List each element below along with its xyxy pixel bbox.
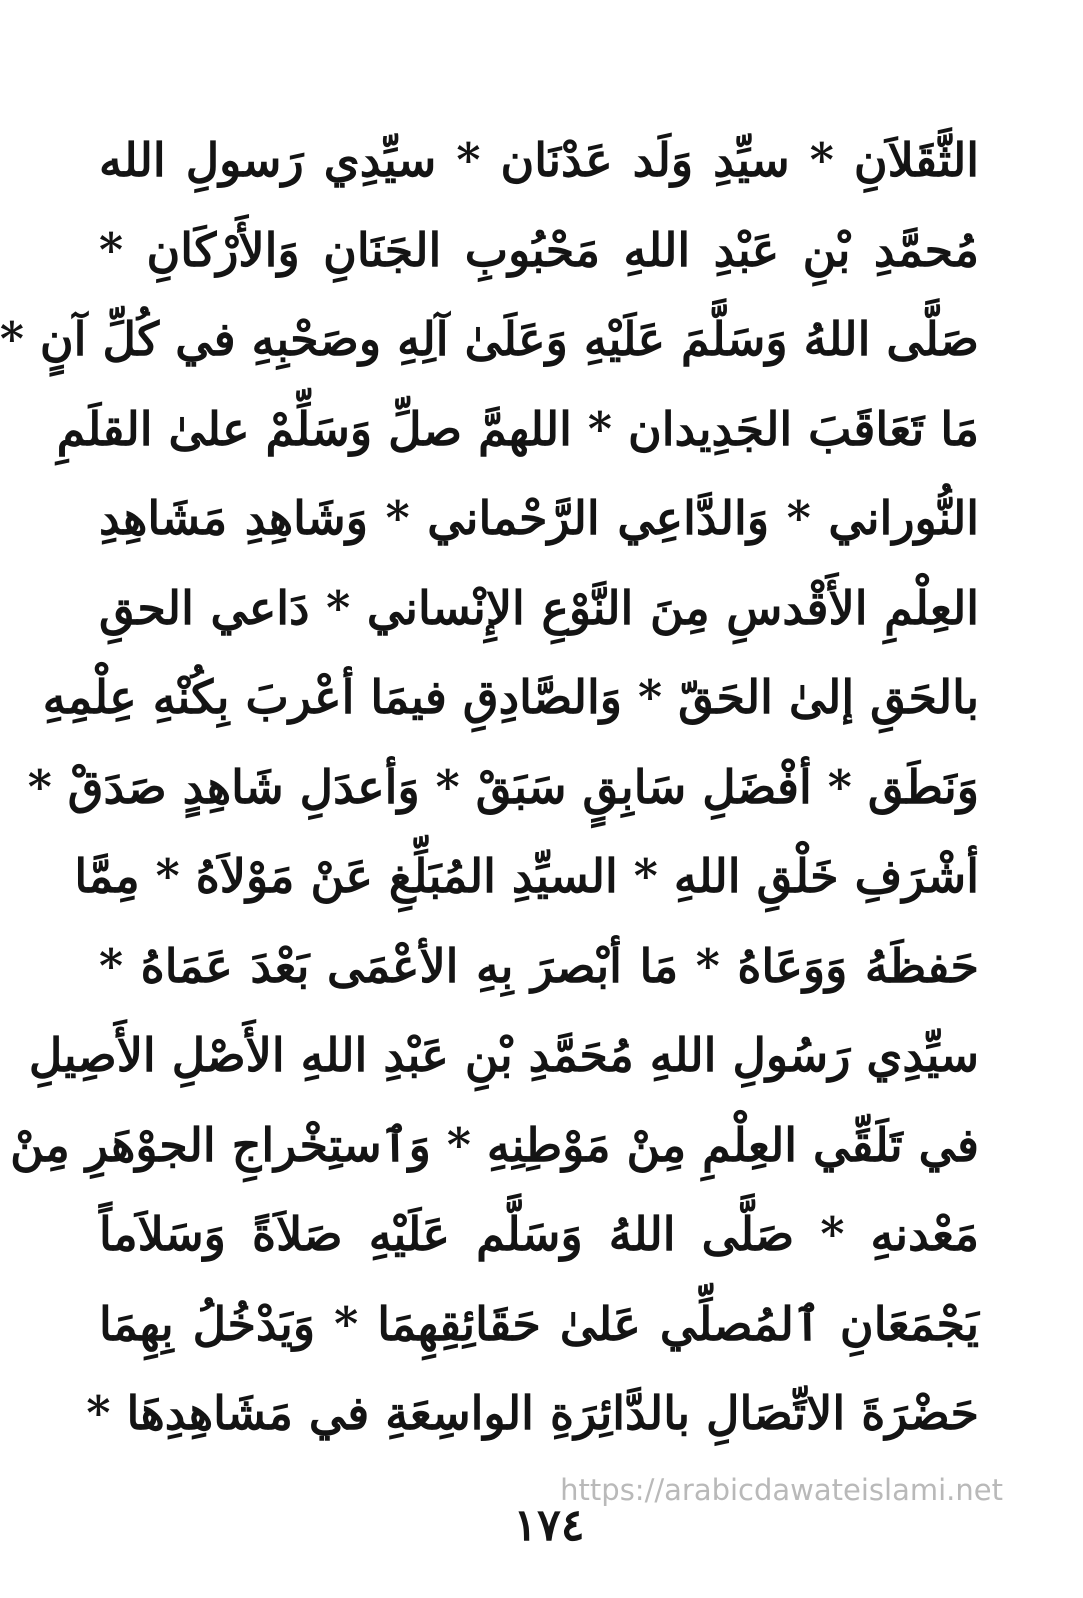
text-line: سيِّدِي رَسُولِ اللهِ مُحَمَّدِ بْنِ عَبْدِ اللهِ الأَصْلِ الأَصِيلِ [28, 1028, 979, 1082]
text-line: مَعْدنهِ * صَلَّى اللهُ وَسَلَّم عَلَيْهِ صَلاَةً وَسَلاَماً [99, 1207, 979, 1261]
text-line: وَنَطَق * أفْضَلِ سَابِقٍ سَبَقْ * وَأعدَلِ شَاهِدٍ صَدَقْ * [27, 759, 979, 814]
watermark-url: https://arabicdawateislami.net [560, 1473, 1003, 1507]
body-text [0, 116, 979, 1459]
text-line: مَا تَعَاقَبَ الجَدِيدان * اللهمَّ صلِّ وَسَلِّمْ علىٰ القلَمِ [56, 401, 979, 456]
text-line: حَضْرَةَ الاتِّصَالِ بالدَّائِرَةِ الواسِعَةِ في مَشَاهِدِهَا * [86, 1386, 979, 1440]
text-line: صَلَّى اللهُ وَسَلَّمَ عَلَيْهِ وَعَلَىٰ آلِهِ وصَحْبِهِ في كُلِّ آنٍ * [0, 312, 979, 366]
text-line: النُّوراني * وَالدَّاعِي الرَّحْماني * وَشَاهِدِ مَشَاهِدِ [99, 491, 979, 545]
text-line: بالحَقِ إلىٰ الحَقّ * وَالصَّادِقِ فيمَا أعْربَ بِكُنْهِ عِلْمِهِ [42, 670, 979, 724]
text-line: أشْرَفِ خَلْقِ اللهِ * السيِّدِ المُبَلِّغِ عَنْ مَوْلاَهُ * مِمَّا [74, 849, 979, 903]
page-number: ١٧٤ [513, 1500, 585, 1551]
text-line: في تَلَقِّي العِلْمِ مِنْ مَوْطِنِهِ * وَٱستِخْراجِ الجوْهَرِ مِنْ [10, 1117, 979, 1172]
text-line: الثَّقَلاَنِ * سيِّدِ وَلَد عَدْنَان * سيِّدِي رَسولِ الله [99, 133, 979, 187]
text-line: حَفظَهُ وَوَعَاهُ * مَا أبْصرَ بِهِ الأعْمَى بَعْدَ عَمَاهُ * [99, 938, 979, 993]
text-line: مُحمَّدِ بْنِ عَبْدِ اللهِ مَحْبُوبِ الجَنَانِ وَالأَرْكَانِ * [99, 222, 979, 277]
text-line: يَجْمَعَانِ ٱلمُصلِّي عَلىٰ حَقَائِقِهِمَا * وَيَدْخُلُ بِهِمَا [99, 1296, 979, 1351]
text-line: العِلْمِ الأَقْدسِ مِنَ النَّوْعِ الإِنْساني * دَاعي الحقِ [99, 580, 979, 635]
